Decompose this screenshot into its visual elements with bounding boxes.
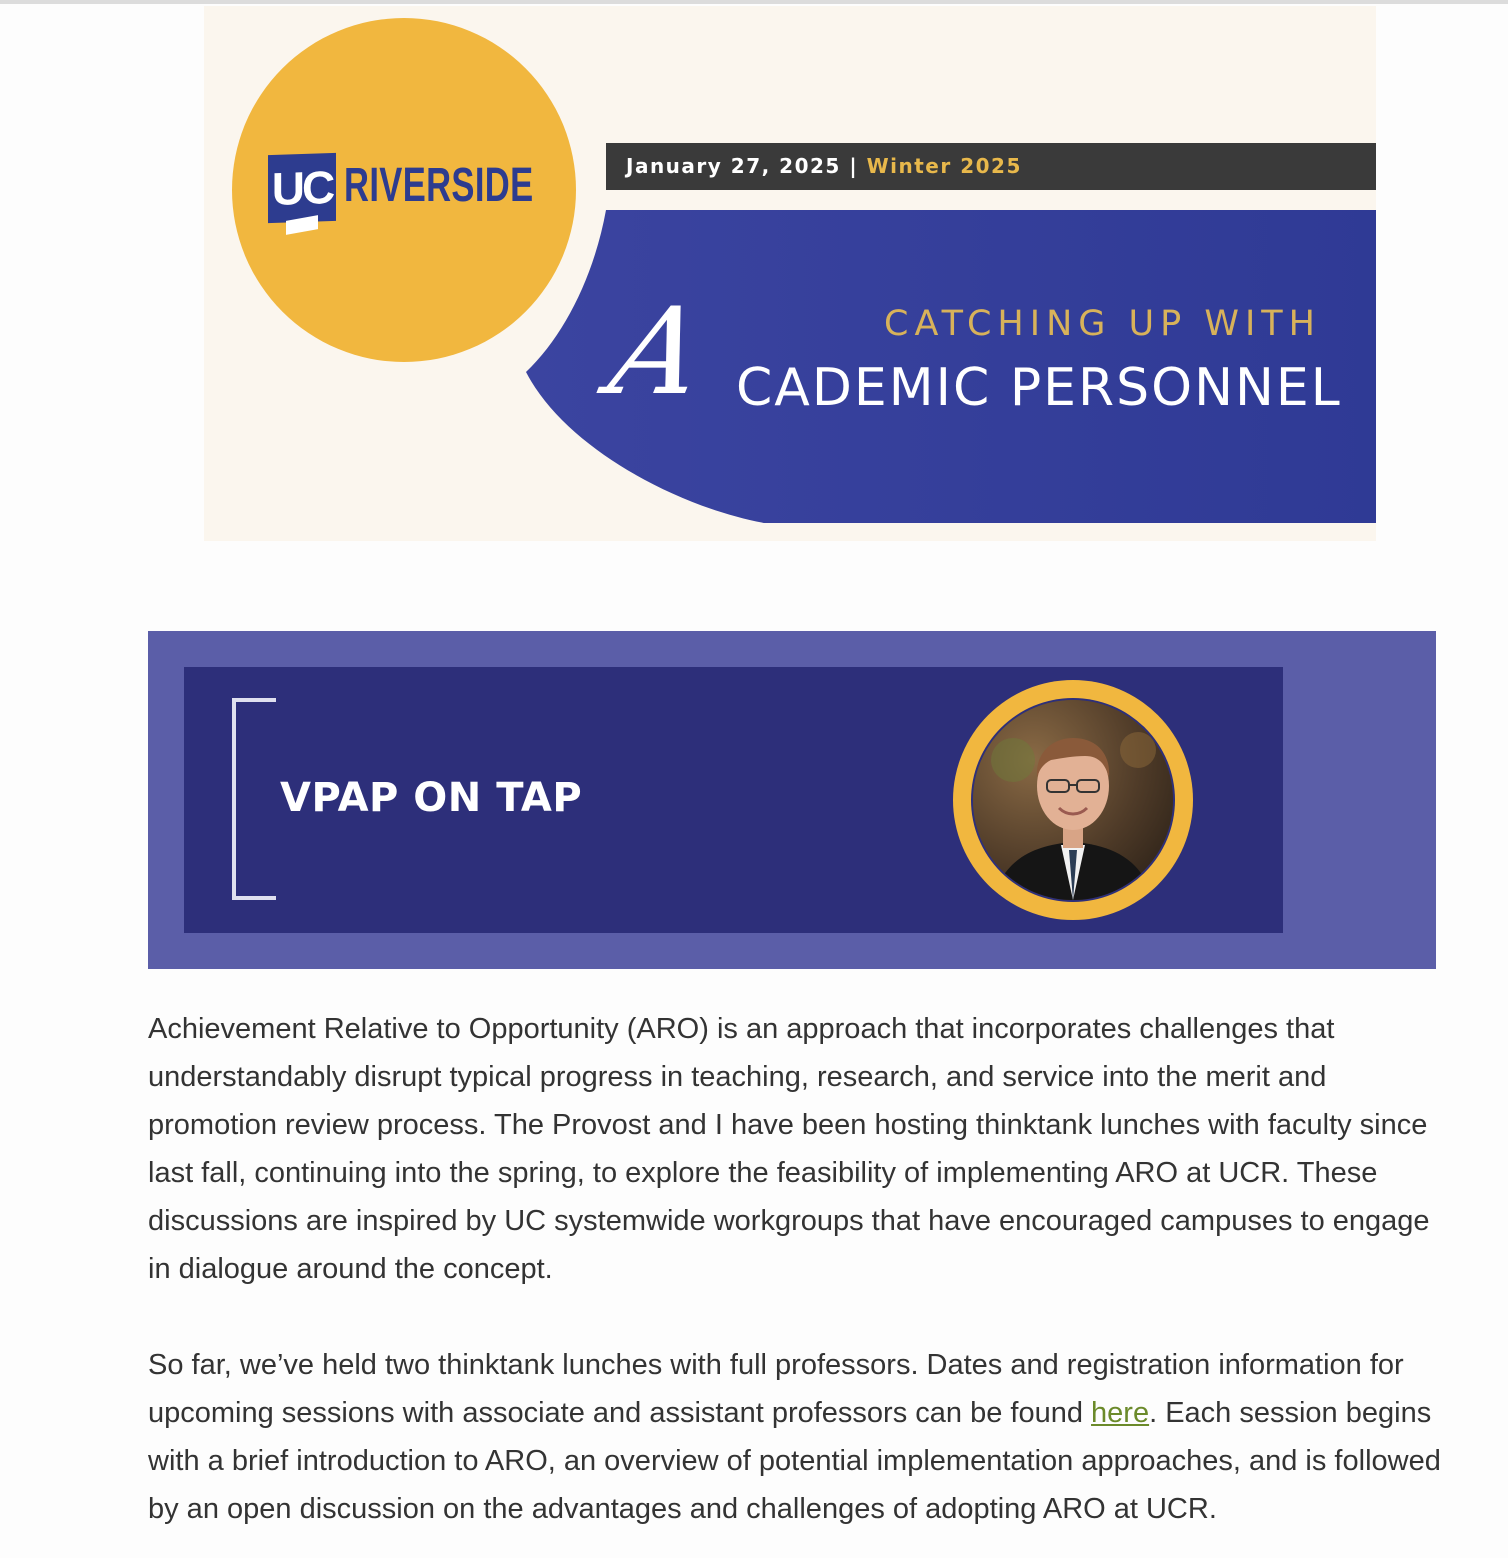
newsletter-header-banner	[204, 6, 1376, 541]
paragraph-2-text-after: . Each session begins with a brief introduction to ARO, an overview of potential implementation approaches, and is followed by an open discussion on the advantages and challenges of adopting ARO at UCR.	[148, 1397, 1441, 1525]
bracket-decoration	[232, 698, 276, 900]
issue-date-bar	[606, 143, 1376, 190]
issue-date: January 27, 2025	[626, 154, 841, 178]
issue-date-text	[626, 143, 1022, 190]
ucr-logo-uc: UC	[268, 153, 336, 223]
section-header-inner	[184, 667, 1283, 933]
issue-season: Winter 2025	[866, 154, 1022, 178]
portrait-ring	[953, 680, 1193, 920]
banner-script-letter: A	[599, 283, 716, 422]
issue-separator: |	[849, 154, 859, 178]
banner-title-line2: CADEMIC PERSONNEL	[736, 358, 1342, 418]
paragraph-2-text-before: So far, we’ve held two thinktank lunches with full professors. Dates and registration information for upcoming sessions with associate and assistant professors can be found	[148, 1349, 1404, 1429]
banner-title-line1: CATCHING UP WITH	[884, 304, 1321, 344]
person-portrait-icon	[973, 700, 1173, 900]
article-paragraph-1: Achievement Relative to Opportunity (ARO) is an approach that incorporates challenges that understandably disrupt typical progress in teaching, research, and service into the merit and promotion review process. The Provost and I have been hosting thinktank lunches with faculty since last fall, continuing into the spring, to explore the feasibility of implementing ARO at UCR. These discussions are inspired by UC systemwide workgroups that have encouraged campuses to engage in dialogue around the concept.	[148, 1013, 1430, 1285]
article-paragraph-2	[148, 1341, 1448, 1533]
window-top-border	[0, 0, 1508, 4]
section-title: VPAP ON TAP	[280, 775, 583, 821]
section-header-outer	[148, 631, 1436, 969]
ucr-logo-riverside: RIVERSIDE	[344, 159, 534, 212]
registration-link[interactable]: here	[1091, 1397, 1150, 1429]
